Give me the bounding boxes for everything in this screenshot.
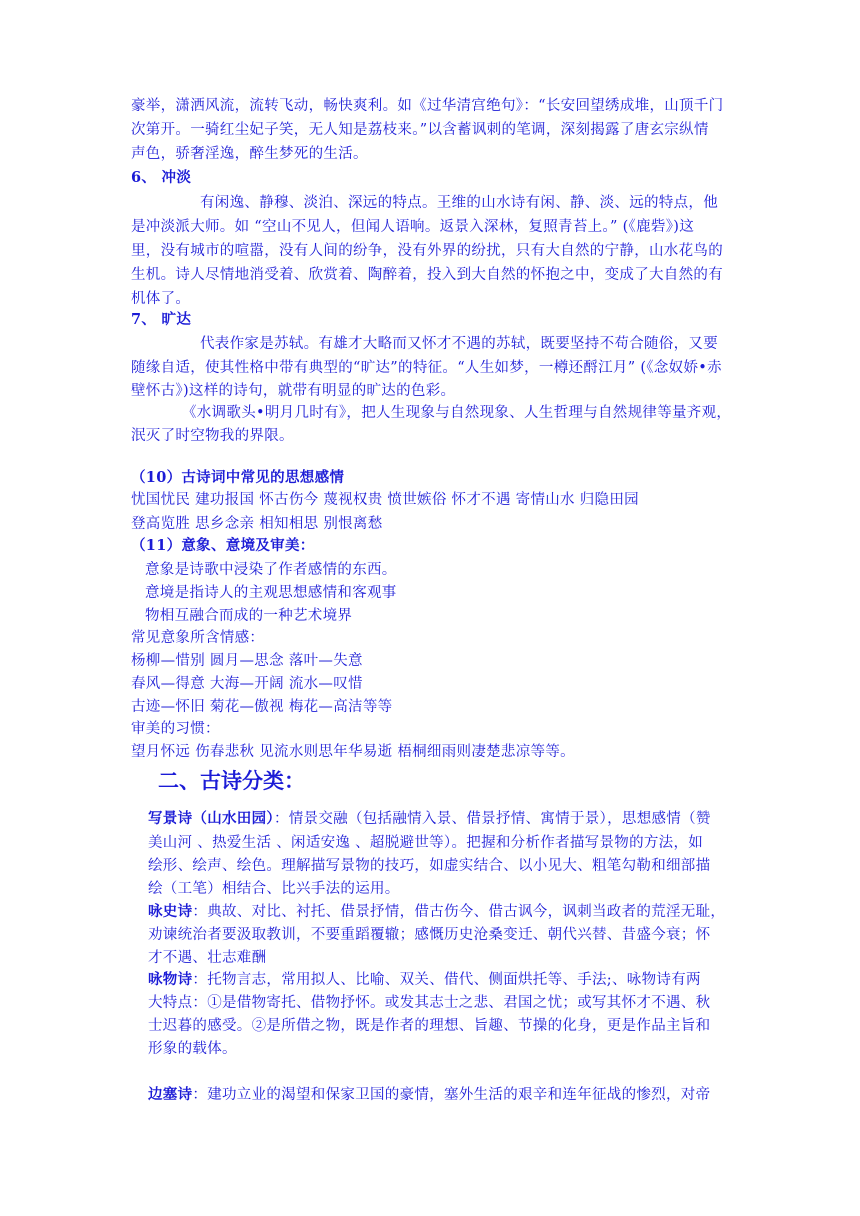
frontier-poetry-label: 边塞诗 bbox=[148, 1086, 193, 1103]
imagery-line: 古迹—怀旧 菊花—傲视 梅花—高洁等等 bbox=[131, 699, 393, 715]
paragraph-line: 绘形、绘声、绘色。理解描写景物的技巧，如虚实结合、以小见大、粗笔勾勒和细部描 bbox=[148, 858, 711, 874]
landscape-poetry-line: 写景诗（山水田园）：情景交融（包括融情入景、借景抒情、寓情于景），思想感情（赞 bbox=[148, 810, 711, 827]
paragraph-line: 意象是诗歌中浸染了作者感情的东西。 bbox=[145, 562, 397, 578]
object-poetry-line: 咏物诗：托物言志，常用拟人、比喻、双关、借代、侧面烘托等、手法;、咏物诗有两 bbox=[148, 971, 701, 988]
paragraph-line: 机体了。 bbox=[131, 291, 191, 307]
paragraph-line: 是冲淡派大师。如 “空山不见人，但闻人语响。返景入深林，复照青苔上。” (《鹿砦》)这 bbox=[131, 219, 695, 235]
paragraph-line: 《水调歌头•明月几时有》，把人生现象与自然现象、人生哲理与自然规律等量齐观， bbox=[182, 405, 732, 421]
paragraph-line: 声色，骄奢淫逸，醉生梦死的生活。 bbox=[131, 146, 368, 162]
frontier-poetry-line: 边塞诗：建功立业的渴望和保家卫国的豪情，塞外生活的艰辛和连年征战的惨烈，对帝 bbox=[148, 1086, 711, 1103]
paragraph-line: 壁怀古》)这样的诗句，就带有明显的旷达的色彩。 bbox=[131, 383, 456, 399]
paragraph-line: 意境是指诗人的主观思想感情和客观事 bbox=[145, 585, 397, 601]
object-poetry-label: 咏物诗 bbox=[148, 971, 193, 988]
section-7-heading: 7、 旷达 bbox=[131, 311, 192, 328]
aesthetic-line: 望月怀远 伤春悲秋 见流水则思年华易逝 梧桐细雨则凄楚悲凉等等。 bbox=[131, 744, 575, 760]
paragraph-line: 里，没有城市的喧嚣，没有人间的纷争，没有外界的纷扰，只有大自然的宁静，山水花鸟的 bbox=[131, 243, 723, 259]
section-11-heading: （11）意象、意境及审美： bbox=[131, 537, 315, 554]
paragraph-line: 生机。诗人尽情地消受着、欣赏着、陶醉着，投入到大自然的怀抱之中，变成了大自然的有 bbox=[131, 267, 723, 283]
emotion-list-line: 忧国忧民 建功报国 怀古伤今 蔑视权贵 愤世嫉俗 怀才不遇 寄情山水 归隐田园 bbox=[131, 492, 639, 508]
paragraph-line: 代表作家是苏轼。有雄才大略而又怀才不遇的苏轼，既要坚持不苟合随俗，又要 bbox=[200, 336, 718, 352]
paragraph-line: 绘（工笔）相结合、比兴手法的运用。 bbox=[148, 881, 400, 897]
paragraph-line: 次第开。一骑红尘妃子笑，无人知是荔枝来。”以含蓄讽刺的笔调，深刻揭露了唐玄宗纵情 bbox=[131, 122, 709, 138]
paragraph-line: 常见意象所含情感： bbox=[131, 630, 265, 646]
paragraph-line: 士迟暮的感受。②是所借之物，既是作者的理想、旨趣、节操的化身，更是作品主旨和 bbox=[148, 1018, 711, 1034]
paragraph-line: 才不遇、壮志难酬 bbox=[148, 950, 267, 966]
paragraph-line: 豪举，潇洒风流，流转飞动，畅快爽利。如《过华清宫绝句》：“长安回望绣成堆，山顶千门 bbox=[131, 98, 724, 114]
paragraph-line: 有闲逸、静穆、淡泊、深远的特点。王维的山水诗有闲、静、淡、远的特点，他 bbox=[200, 195, 718, 211]
section-10-heading: （10）古诗词中常见的思想感情 bbox=[131, 469, 345, 486]
imagery-line: 春风—得意 大海—开阔 流水—叹惜 bbox=[131, 676, 363, 692]
paragraph-line: 形象的载体。 bbox=[148, 1041, 237, 1057]
paragraph-line: 物相互融合而成的一种艺术境界 bbox=[145, 608, 353, 624]
paragraph-line: 美山河 、热爱生活 、闲适安逸 、超脱避世等）。把握和分析作者描写景物的方法，如 bbox=[148, 835, 704, 851]
imagery-line: 杨柳—惜别 圆月—思念 落叶—失意 bbox=[131, 653, 363, 669]
paragraph-line: 劝谏统治者要汲取教训，不要重蹈覆辙；感慨历史沧桑变迁、朝代兴替、昔盛今衰；怀 bbox=[148, 927, 711, 943]
paragraph-line: 大特点：①是借物寄托、借物抒怀。或发其志士之悲、君国之忧；或写其怀才不遇、秋 bbox=[148, 995, 711, 1011]
emotion-list-line: 登高览胜 思乡念亲 相知相思 别恨离愁 bbox=[131, 516, 383, 532]
history-poetry-label: 咏史诗 bbox=[148, 903, 193, 920]
part-two-heading: 二、古诗分类： bbox=[158, 768, 305, 793]
section-6-heading: 6、 冲淡 bbox=[131, 169, 192, 186]
landscape-poetry-label: 写景诗（山水田园） bbox=[148, 810, 274, 827]
history-poetry-line: 咏史诗：典故、对比、衬托、借景抒情，借古伤今、借古讽今，讽刺当政者的荒淫无耻， bbox=[148, 903, 726, 920]
paragraph-line: 审美的习惯： bbox=[131, 721, 220, 737]
paragraph-line: 随缘自适，使其性格中带有典型的“旷达”的特征。“人生如梦，一樽还酹江月” (《念奴娇•赤 bbox=[131, 360, 722, 376]
paragraph-line: 泯灭了时空物我的界限。 bbox=[131, 428, 294, 444]
